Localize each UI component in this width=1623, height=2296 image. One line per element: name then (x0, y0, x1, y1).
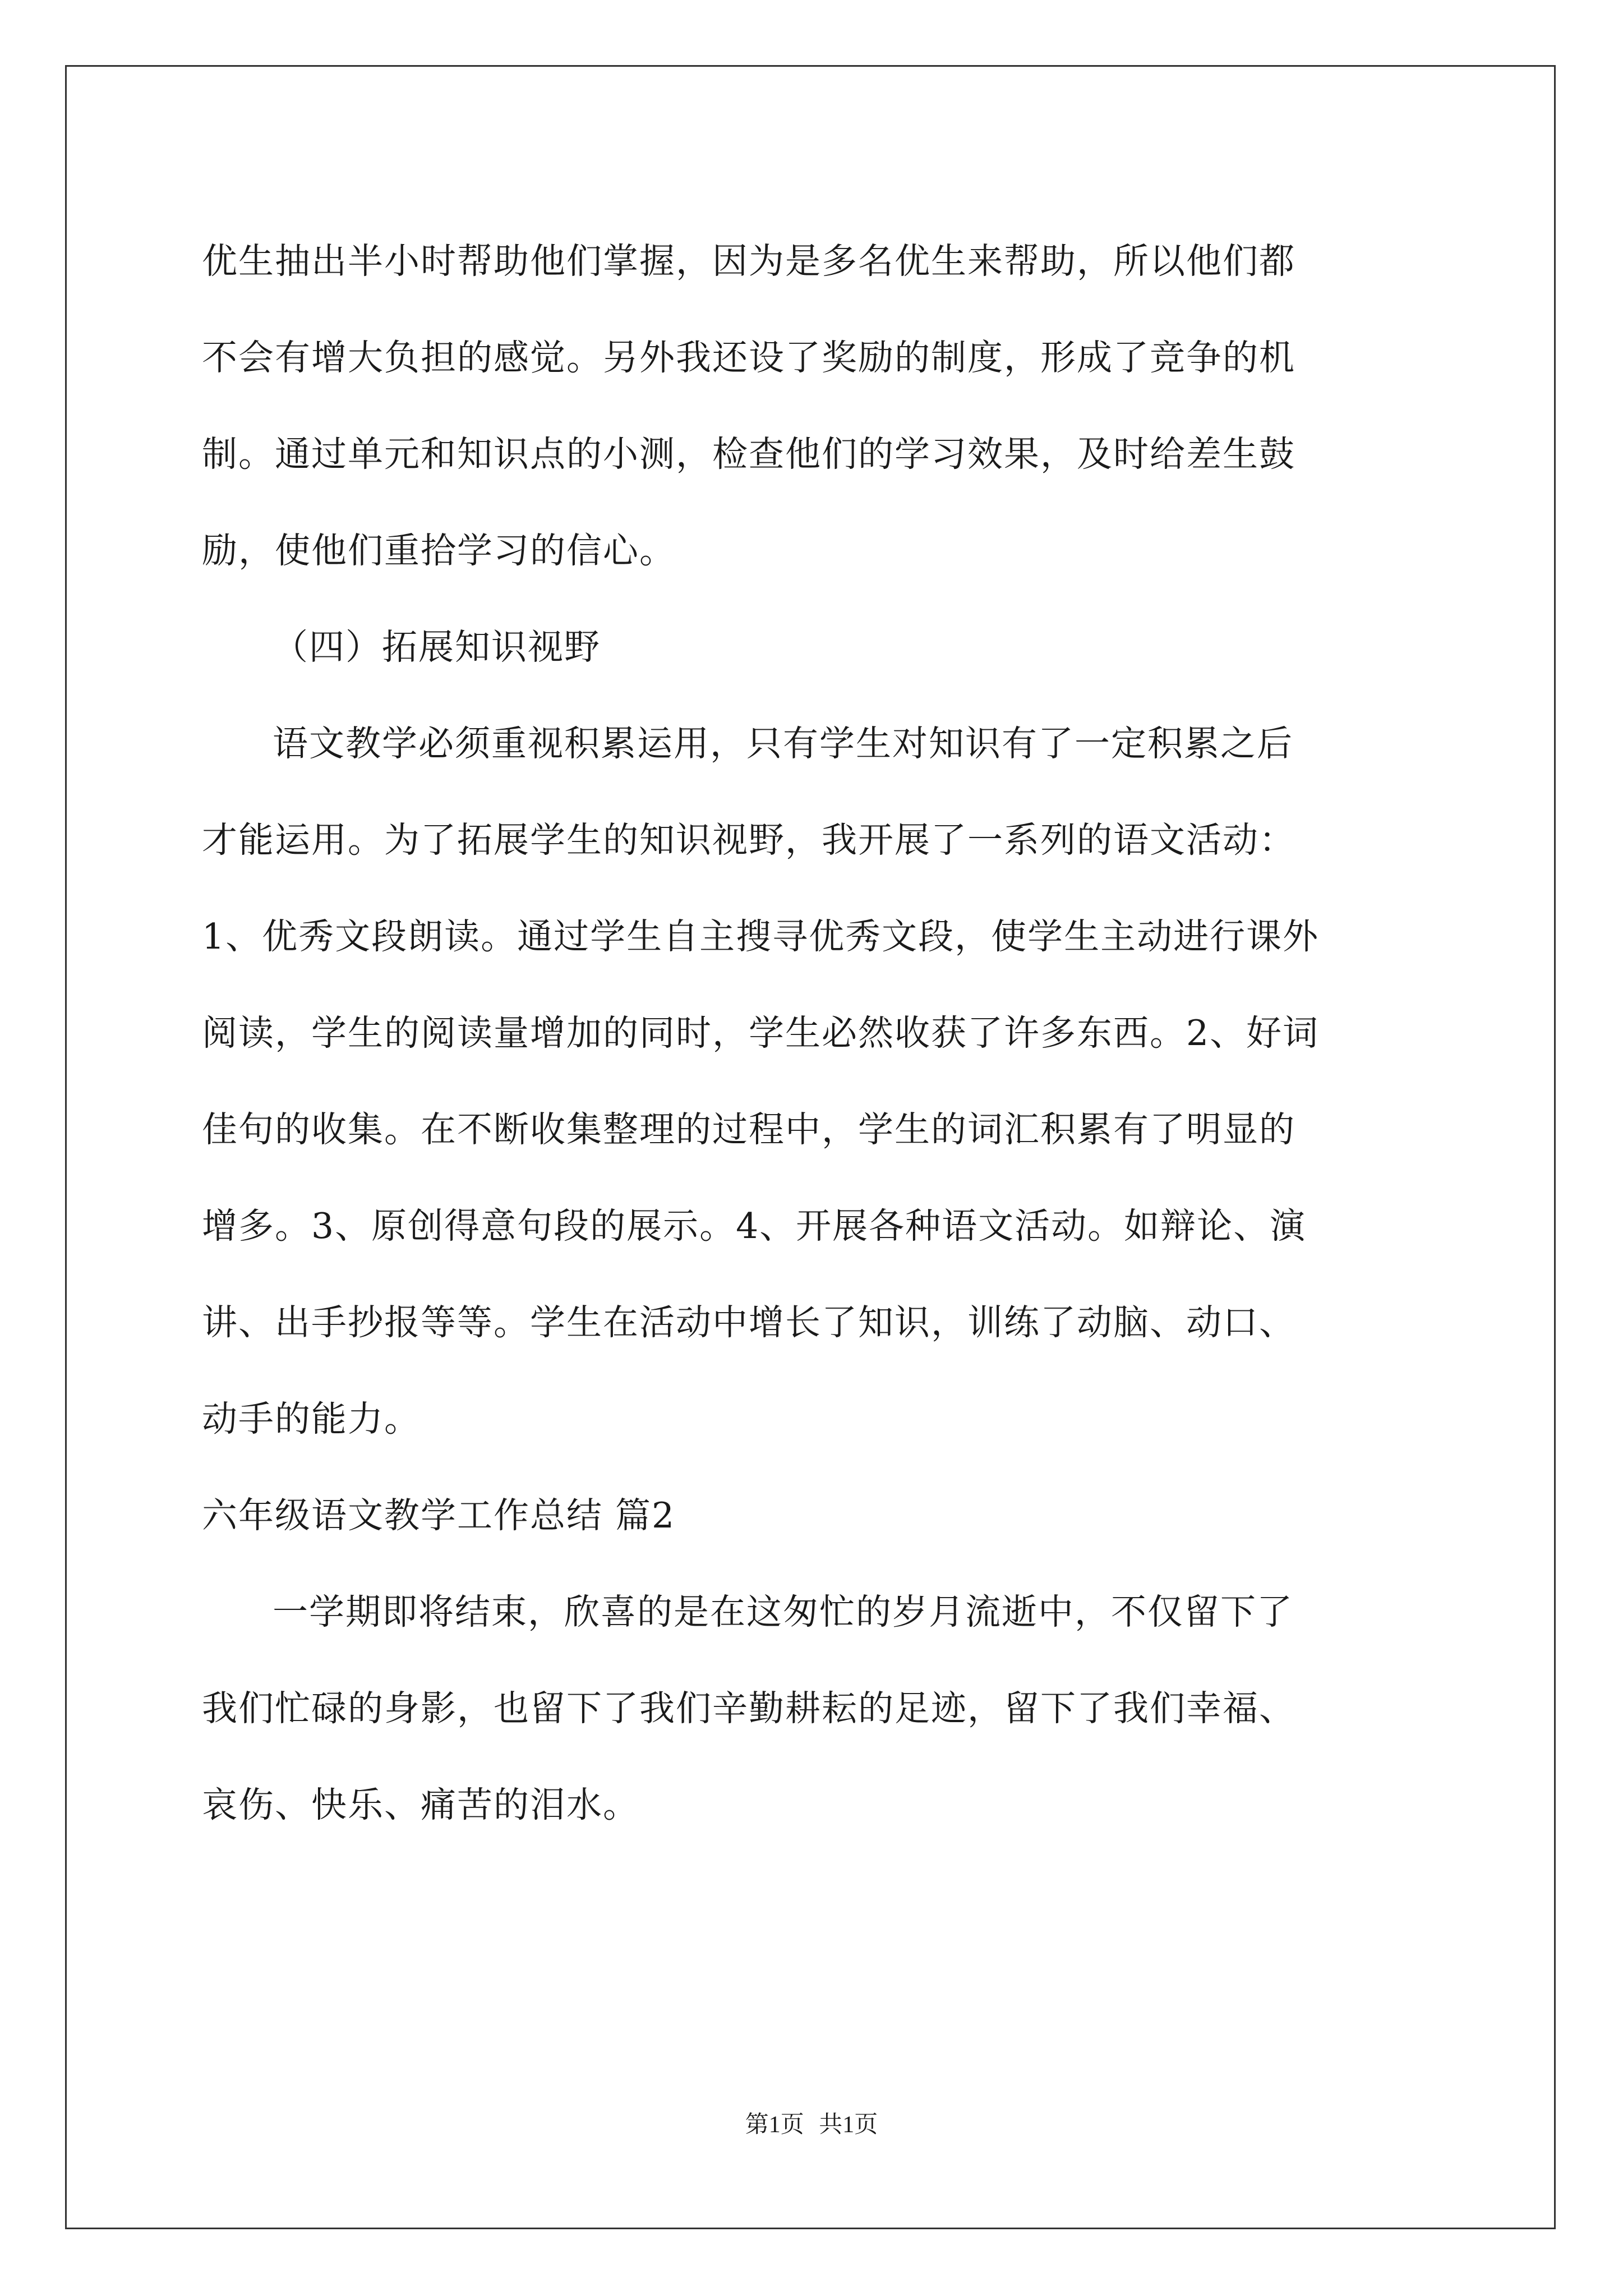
paragraph-line: 1、优秀文段朗读。通过学生自主搜寻优秀文段，使学生主动进行课外 (202, 916, 1320, 957)
paragraph-line: 制。通过单元和知识点的小测，检查他们的学习效果，及时给差生鼓 (202, 434, 1295, 475)
paragraph-line: 哀伤、快乐、痛苦的泪水。 (202, 1784, 639, 1825)
paragraph-line: 阅读，学生的阅读量增加的同时，学生必然收获了许多东西。2、好词 (202, 1013, 1320, 1053)
paragraph-line: 不会有增大负担的感觉。另外我还设了奖励的制度，形成了竞争的机 (202, 337, 1295, 378)
paragraph-line: 优生抽出半小时帮助他们掌握，因为是多名优生来帮助，所以他们都 (202, 241, 1295, 282)
page-number: 第1页 (745, 2112, 804, 2138)
page-total: 共1页 (819, 2112, 878, 2138)
paragraph-line: 讲、出手抄报等等。学生在活动中增长了知识，训练了动脑、动口、 (202, 1302, 1295, 1343)
paragraph-line: 励，使他们重拾学习的信心。 (202, 530, 676, 571)
page-footer (0, 2108, 1623, 2142)
section-subheading: （四）拓展知识视野 (273, 627, 601, 668)
paragraph-line: 才能运用。为了拓展学生的知识视野，我开展了一系列的语文活动： (202, 820, 1295, 861)
paragraph-line: 一学期即将结束，欣喜的是在这匆忙的岁月流逝中，不仅留下了 (273, 1591, 1293, 1632)
paragraph-line: 佳句的收集。在不断收集整理的过程中，学生的词汇积累有了明显的 (202, 1109, 1295, 1150)
document-body (202, 213, 1424, 1853)
paragraph-line: 语文教学必须重视积累运用，只有学生对知识有了一定积累之后 (273, 723, 1293, 764)
section-heading: 六年级语文教学工作总结 篇2 (202, 1495, 676, 1536)
paragraph-line: 我们忙碌的身影，也留下了我们辛勤耕耘的足迹，留下了我们幸福、 (202, 1688, 1295, 1729)
paragraph-line: 增多。3、原创得意句段的展示。4、开展各种语文活动。如辩论、演 (202, 1205, 1307, 1246)
paragraph-line: 动手的能力。 (202, 1398, 421, 1439)
